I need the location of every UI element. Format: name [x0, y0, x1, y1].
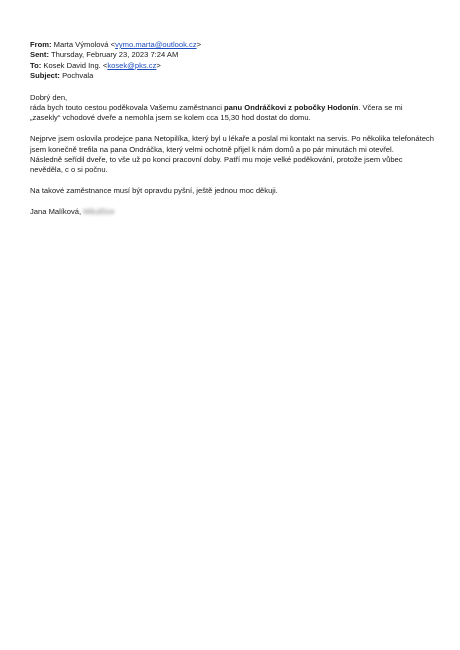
- email-document: [30, 40, 435, 217]
- signature: [30, 207, 435, 217]
- sent-line: [30, 50, 435, 60]
- paragraph-1-end: . Včera se mi „zasekly“ vchodové dveře a nemohla jsem se kolem cca 15,30 hod dostat do domu.: [30, 103, 403, 123]
- to-line: [30, 61, 435, 71]
- subject-label: Subject:: [30, 71, 60, 81]
- from-name: Marta Výmolová <: [53, 40, 116, 49]
- sent-label: Sent:: [30, 50, 49, 60]
- from-email-link[interactable]: vymo.marta@outlook.cz: [115, 40, 197, 49]
- employee-name: panu Ondráčkovi z pobočky Hodonín: [224, 103, 359, 113]
- paragraph-2: Nejprve jsem oslovila prodejce pana Netopilíka, který byl u lékaře a poslal mi kontakt na servis. Po několika telefonátech jsem konečně trefila na pana Ondráčka, který velmi ochotně přijel k nám domů a po pár minutách mi otevřel.: [30, 134, 434, 154]
- subject-line: [30, 71, 435, 81]
- paragraph-4: Na takové zaměstnance musí být opravdu pyšní, ještě jednou moc děkuji.: [30, 186, 278, 196]
- from-label: From:: [30, 40, 52, 49]
- to-label: To:: [30, 60, 42, 70]
- paragraph-1: [30, 103, 435, 124]
- paragraph-3: Následně seřídil dveře, to vše už po konci pracovní doby. Patří mu moje velké poděkování, protože jsem vůbec nevěděla, c o si počnu.: [30, 155, 403, 175]
- to-name: Kosek David Ing. <: [43, 60, 108, 70]
- from-close: >: [196, 40, 202, 49]
- email-body: [30, 93, 435, 218]
- from-line: [30, 40, 435, 50]
- to-email-link[interactable]: kosek@pks.cz: [107, 60, 157, 70]
- signature-redacted: Mikulčice: [83, 207, 115, 217]
- subject-value: Pochvala: [62, 71, 94, 81]
- to-close: >: [156, 60, 161, 70]
- signature-name: Jana Malíková,: [30, 207, 82, 217]
- sent-value: Thursday, February 23, 2023 7:24 AM: [50, 50, 179, 60]
- paragraph-1-start: ráda bych touto cestou poděkovala Vašemu zaměstnanci: [30, 103, 225, 113]
- greeting: Dobrý den,: [30, 92, 68, 102]
- email-header: [30, 40, 435, 82]
